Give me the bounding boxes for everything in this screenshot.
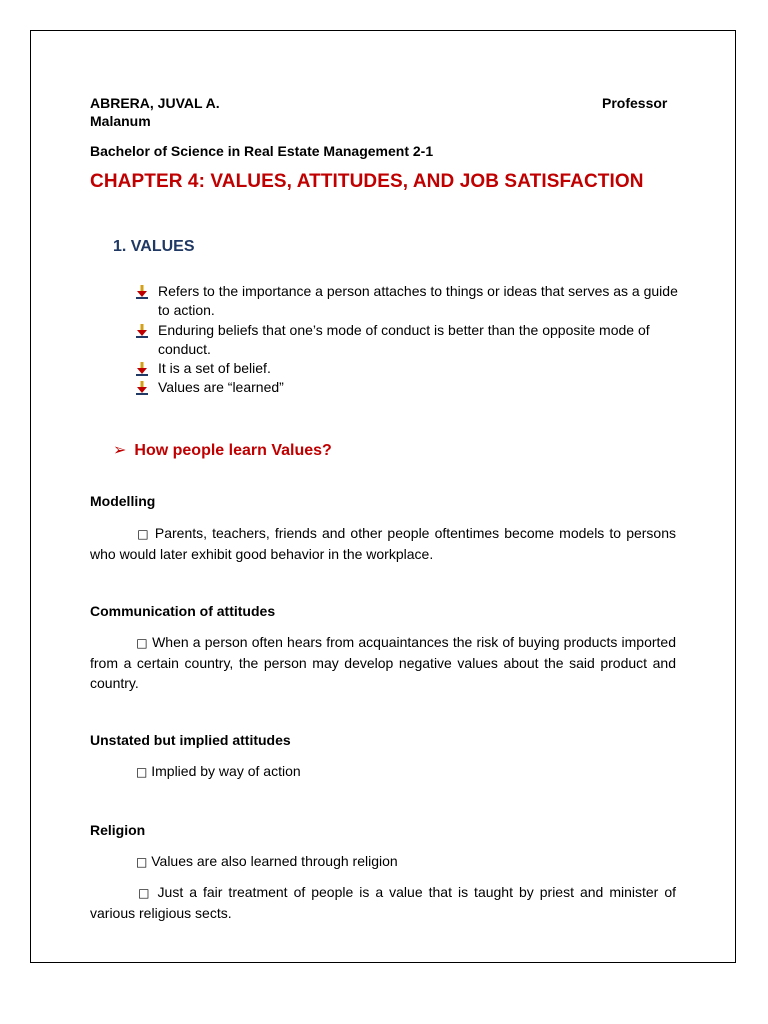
student-name: ABRERA, JUVAL A. bbox=[90, 95, 220, 111]
bullet-text: Values are “learned” bbox=[158, 379, 284, 395]
paragraph bbox=[90, 882, 676, 923]
empty-box-icon: □ bbox=[136, 855, 148, 869]
arrow-down-bullet-icon bbox=[136, 362, 148, 376]
arrow-down-bullet-icon bbox=[136, 381, 148, 395]
bullet-text: Refers to the importance a person attaches to things or ideas that serves as a guide to action. bbox=[158, 283, 678, 318]
paragraph-text: Just a fair treatment of people is a value that is taught by priest and minister of various religious sects. bbox=[90, 884, 677, 921]
topic-title: Modelling bbox=[90, 493, 156, 509]
empty-box-icon: □ bbox=[136, 527, 150, 541]
arrow-down-bullet-icon bbox=[136, 324, 148, 338]
bullet-text: It is a set of belief. bbox=[158, 360, 271, 376]
empty-box-icon: □ bbox=[136, 765, 148, 779]
section-title: 1. VALUES bbox=[113, 238, 195, 255]
empty-box-icon: □ bbox=[136, 636, 148, 650]
subheading bbox=[113, 440, 332, 460]
paragraph-text: Parents, teachers, friends and other people oftentimes become models to persons who would later exhibit good behavior in the workplace. bbox=[90, 525, 676, 562]
subheading-text: How people learn Values? bbox=[134, 442, 332, 459]
chapter-title: CHAPTER 4: VALUES, ATTITUDES, AND JOB SATISFACTION bbox=[90, 171, 644, 192]
program-line: Bachelor of Science in Real Estate Management 2-1 bbox=[90, 143, 434, 159]
paragraph bbox=[90, 761, 676, 782]
paragraph bbox=[90, 523, 676, 564]
professor-label: Professor bbox=[602, 95, 668, 111]
empty-box-icon: □ bbox=[136, 886, 152, 900]
topic-title: Religion bbox=[90, 822, 146, 838]
bullet-text: Enduring beliefs that one’s mode of conduct is better than the opposite mode of conduct. bbox=[158, 322, 650, 357]
paragraph bbox=[90, 851, 676, 872]
paragraph-text: Implied by way of action bbox=[151, 763, 301, 779]
topic-title: Unstated but implied attitudes bbox=[90, 732, 291, 748]
topic-title: Communication of attitudes bbox=[90, 603, 276, 619]
paragraph-text: When a person often hears from acquaintances the risk of buying products imported from a certain country, the person may develop negative values about the said product and country. bbox=[90, 634, 676, 691]
arrow-down-bullet-icon bbox=[136, 285, 148, 299]
paragraph-text: Values are also learned through religion bbox=[151, 853, 398, 869]
paragraph bbox=[90, 632, 676, 693]
arrowhead-icon: ➢ bbox=[113, 440, 127, 459]
professor-name: Malanum bbox=[90, 113, 151, 129]
